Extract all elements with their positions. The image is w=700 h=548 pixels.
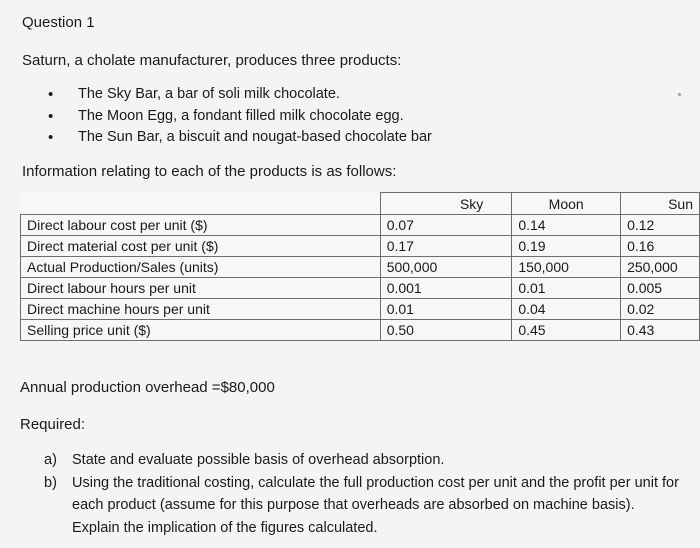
table-row [21, 257, 700, 278]
intro-text: Saturn, a cholate manufacturer, produces three products: [22, 52, 402, 69]
stray-dot-mark [678, 93, 681, 96]
table-row [21, 236, 700, 257]
requirement-item [44, 472, 684, 540]
sky-value: 0.01 [380, 299, 512, 320]
moon-value: 0.45 [512, 320, 621, 341]
moon-value: 150,000 [512, 257, 621, 278]
product-item: • The Sky Bar, a bar of soli milk chocolate. [48, 84, 432, 106]
row-label: Direct material cost per unit ($) [21, 236, 381, 257]
requirement-item [44, 449, 684, 472]
column-header-sun: Sun [621, 193, 700, 215]
question-title: Question 1 [22, 14, 95, 31]
row-label: Direct labour hours per unit [21, 278, 381, 299]
table-row [21, 215, 700, 236]
requirement-text: State and evaluate possible basis of overhead absorption. [72, 452, 445, 468]
product-item: • The Moon Egg, a fondant filled milk chocolate egg. [48, 106, 432, 128]
moon-value: 0.01 [512, 278, 621, 299]
sky-value: 0.001 [380, 278, 512, 299]
sky-value: 0.07 [380, 215, 512, 236]
requirement-marker: a) [44, 452, 57, 468]
table-row [21, 278, 700, 299]
moon-value: 0.04 [512, 299, 621, 320]
moon-value: 0.19 [512, 236, 621, 257]
sky-value: 500,000 [380, 257, 512, 278]
product-list [48, 84, 432, 149]
product-data-table [20, 192, 700, 341]
row-label: Direct machine hours per unit [21, 299, 381, 320]
row-label: Actual Production/Sales (units) [21, 257, 381, 278]
header-empty-cell [21, 193, 381, 215]
requirement-text: Using the traditional costing, calculate the full production cost per unit and the profit per unit for each product (assume for this purpose that overheads are absorbed on machine basis). Explain the implication of the figures calculated. [72, 474, 679, 536]
column-header-sky: Sky [380, 193, 512, 215]
sun-value: 0.16 [621, 236, 700, 257]
product-item: • The Sun Bar, a biscuit and nougat-based chocolate bar [48, 127, 432, 149]
requirements-list [44, 449, 684, 539]
column-header-moon: Moon [512, 193, 621, 215]
sun-value: 0.005 [621, 278, 700, 299]
sun-value: 0.43 [621, 320, 700, 341]
sun-value: 250,000 [621, 257, 700, 278]
row-label: Selling price unit ($) [21, 320, 381, 341]
table-row [21, 299, 700, 320]
sky-value: 0.17 [380, 236, 512, 257]
sun-value: 0.02 [621, 299, 700, 320]
requirement-marker: b) [44, 474, 57, 491]
moon-value: 0.14 [512, 215, 621, 236]
sky-value: 0.50 [380, 320, 512, 341]
table-row [21, 320, 700, 341]
table-header-row [21, 193, 700, 215]
overhead-statement: Annual production overhead =$80,000 [20, 379, 275, 396]
info-line: Information relating to each of the products is as follows: [22, 163, 397, 180]
required-heading: Required: [20, 416, 86, 433]
sun-value: 0.12 [621, 215, 700, 236]
row-label: Direct labour cost per unit ($) [21, 215, 381, 236]
